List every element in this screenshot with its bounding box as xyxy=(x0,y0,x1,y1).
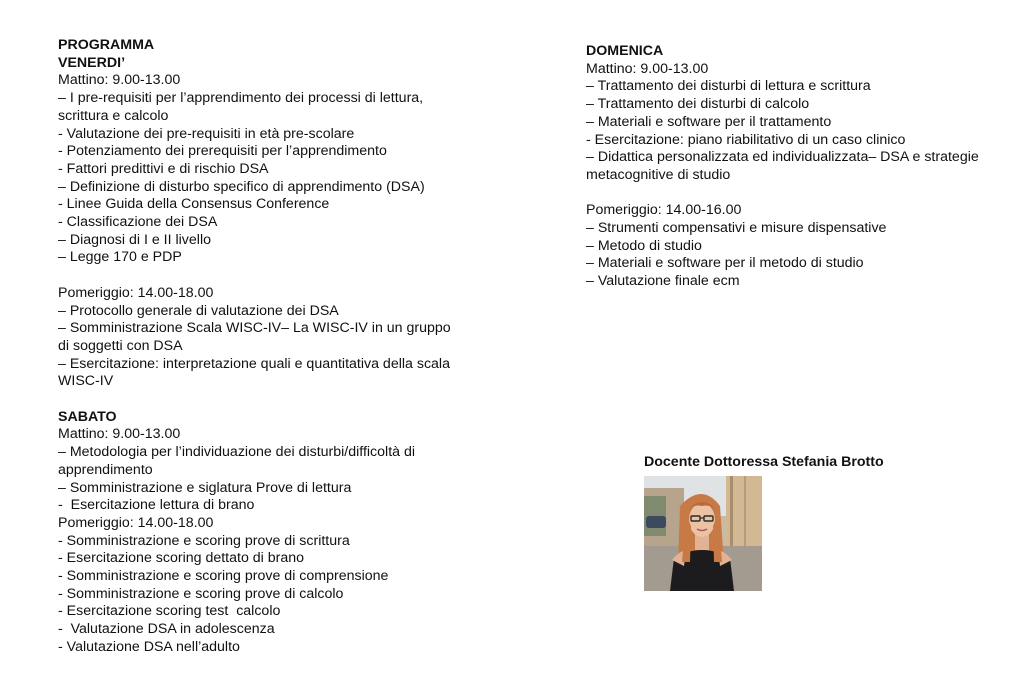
sunday-afternoon-time: Pomeriggio: 14.00-16.00 xyxy=(586,202,742,219)
program-item: – Trattamento dei disturbi di lettura e scrittura xyxy=(586,78,871,95)
program-item: - Esercitazione: piano riabilitativo di un caso clinico xyxy=(586,131,906,148)
program-item: – Definizione di disturbo specifico di apprendimento (DSA) xyxy=(58,178,425,195)
program-item: - Fattori predittivi e di rischio DSA xyxy=(58,160,269,177)
program-item: scrittura e calcolo xyxy=(58,107,169,124)
program-item: – Diagnosi di I e II livello xyxy=(58,231,211,248)
saturday-afternoon-time: Pomeriggio: 14.00-18.00 xyxy=(58,514,214,531)
program-item: apprendimento xyxy=(58,461,153,478)
program-item: – Esercitazione: interpretazione quali e quantitativa della scala xyxy=(58,355,450,372)
program-item: – Metodo di studio xyxy=(586,237,702,254)
program-heading: PROGRAMMA xyxy=(58,37,155,53)
friday-morning-time: Mattino: 9.00-13.00 xyxy=(58,72,181,89)
program-item: - Valutazione DSA in adolescenza xyxy=(58,621,275,638)
program-item: – Metodologia per l’individuazione dei disturbi/difficoltà di xyxy=(58,444,416,461)
teacher-photo xyxy=(644,476,762,591)
right-column xyxy=(586,43,1006,291)
friday-title: VENERDI’ xyxy=(58,54,126,71)
program-item: - Esercitazione scoring dettato di brano xyxy=(58,550,305,567)
program-item: – Valutazione finale ecm xyxy=(586,273,740,290)
program-item: – Strumenti compensativi e misure dispensative xyxy=(586,220,887,237)
program-item: metacognitive di studio xyxy=(586,166,731,183)
program-item: – Materiali e software per il metodo di studio xyxy=(586,255,864,272)
saturday-morning-time: Mattino: 9.00-13.00 xyxy=(58,426,181,443)
friday-afternoon-time: Pomeriggio: 14.00-18.00 xyxy=(58,284,214,301)
teacher-portrait-image xyxy=(644,476,762,591)
program-item: WISC-IV xyxy=(58,373,114,390)
left-column xyxy=(58,37,508,657)
program-item: - Linee Guida della Consensus Conference xyxy=(58,196,330,213)
program-item: – Somministrazione Scala WISC-IV– La WISC-IV in un gruppo xyxy=(58,320,451,337)
saturday-morning-list xyxy=(58,444,508,515)
program-item: – Didattica personalizzata ed individualizzata– DSA e strategie xyxy=(586,149,979,166)
program-item: - Somministrazione e scoring prove di calcolo xyxy=(58,585,344,602)
program-item: – Legge 170 e PDP xyxy=(58,249,182,266)
program-item: - Classificazione dei DSA xyxy=(58,214,218,231)
teacher-label: Docente Dottoressa Stefania Brotto xyxy=(644,454,884,470)
program-item: – Somministrazione e siglatura Prove di lettura xyxy=(58,479,352,496)
program-item: – Protocollo generale di valutazione dei DSA xyxy=(58,302,339,319)
program-item: - Valutazione DSA nell’adulto xyxy=(58,638,240,655)
sunday-morning-time: Mattino: 9.00-13.00 xyxy=(586,60,709,77)
program-item: – Trattamento dei disturbi di calcolo xyxy=(586,96,810,113)
program-item: - Somministrazione e scoring prove di scrittura xyxy=(58,532,350,549)
program-item: - Esercitazione lettura di brano xyxy=(58,497,255,514)
saturday-afternoon-list xyxy=(58,533,508,657)
friday-morning-list xyxy=(58,90,508,267)
sunday-morning-list xyxy=(586,78,1006,184)
program-item: – I pre-requisiti per l’apprendimento dei processi di lettura, xyxy=(58,90,424,107)
program-item: - Somministrazione e scoring prove di comprensione xyxy=(58,568,389,585)
program-item: - Valutazione dei pre-requisiti in età pre-scolare xyxy=(58,125,355,142)
program-item: - Esercitazione scoring test calcolo xyxy=(58,603,281,620)
friday-afternoon-list xyxy=(58,303,508,392)
program-item: di soggetti con DSA xyxy=(58,337,183,354)
program-item: - Potenziamento dei prerequisiti per l’apprendimento xyxy=(58,143,387,160)
program-item: – Materiali e software per il trattamento xyxy=(586,113,832,130)
sunday-afternoon-list xyxy=(586,220,1006,291)
sunday-title: DOMENICA xyxy=(586,43,664,59)
saturday-title: SABATO xyxy=(58,408,117,425)
